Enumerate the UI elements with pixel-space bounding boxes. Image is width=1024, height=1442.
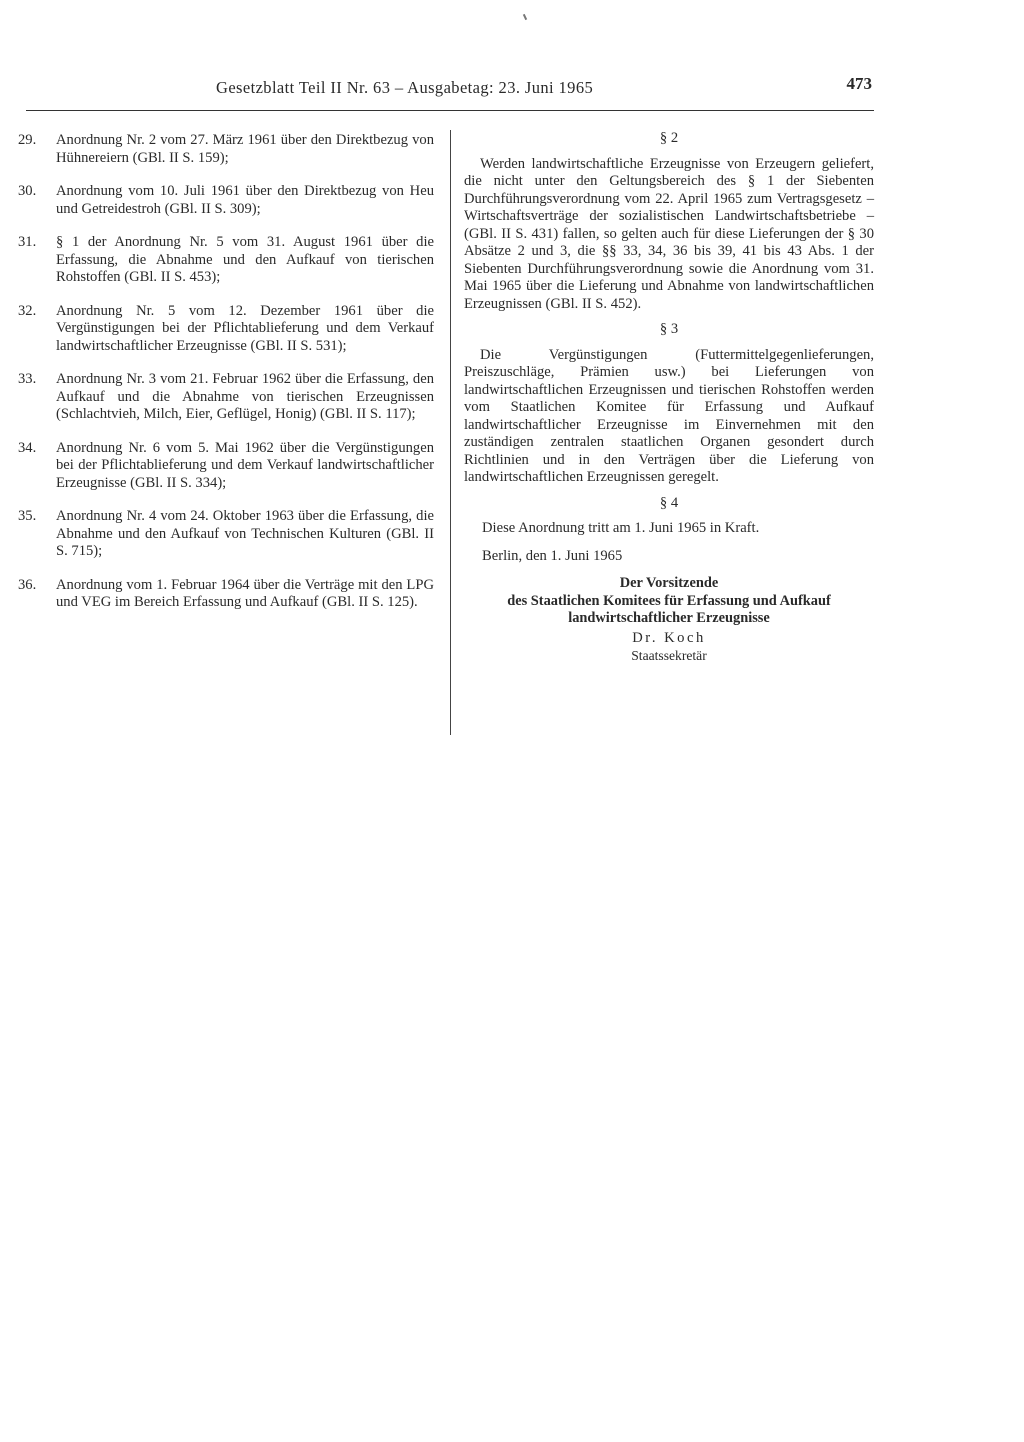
item-text: Anordnung vom 1. Februar 1964 über die Verträge mit den LPG und VEG im Bereich Erfassung und Aufkauf (GBl. II S. 125). [56,576,434,610]
item-number: 34. [18,439,37,456]
item-number: 36. [18,576,37,593]
item-text: Anordnung Nr. 6 vom 5. Mai 1962 über die Vergünstigungen bei der Pflichtablieferung und dem Verkauf landwirtschaftlicher Erzeugnisse (GBl. II S. 334); [56,439,434,491]
list-item [18,577,434,612]
section-heading-2: § 2 [659,130,679,146]
list-item [18,371,434,424]
section-text-3: Die Vergünstigungen (Futtermittelgegenlieferungen, Preiszuschläge, Prämien usw.) bei Lieferungen von landwirtschaftlichen Erzeugnissen und tierischen Rohstoffen werden vom Staatlichen Komitee für Erfassung und Aufkauf landwirtschaftlicher Erzeugnisse im Einvernehmen mit den zuständigen zentralen staatlichen Organen gesondert durch Richtlinien und in den Verträgen über die Lieferung von landwirtschaftlichen Erzeugnissen geregelt. [464,346,874,485]
page-header [26,72,872,110]
signature-title-line: des Staatlichen Komitees für Erfassung und Aufkauf [507,592,831,609]
list-item [18,234,434,287]
item-text: Anordnung Nr. 5 vom 12. Dezember 1961 über die Vergünstigungen bei der Pflichtablieferung und dem Verkauf landwirtschaftlicher Erzeugnisse (GBl. II S. 531); [56,302,434,354]
section-text-2: Werden landwirtschaftliche Erzeugnisse von Erzeugern geliefert, die nicht unter den Geltungsbereich des § 1 der Siebenten Durchführungsverordnung vom 22. April 1965 zum Vertragsgesetz – Wirtschaftsverträge der sozialistischen Landwirtschaftsbetriebe – (GBl. II S. 431) fallen, so gelten auch für diese Lieferungen der § 30 Absätze 2 und 3, die §§ 33, 34, 36 bis 39, 41 bis 43 Abs. 1 der Siebenten Durchführungsverordnung sowie die Anordnung vom 31. Mai 1965 über die Lieferung und Abnahme von landwirtschaftlichen Erzeugnissen (GBl. II S. 452). [464,155,874,312]
scan-speck [523,14,527,20]
item-number: 30. [18,183,37,199]
signature-block [464,575,874,664]
item-number: 35. [18,508,37,524]
item-text: Anordnung Nr. 4 vom 24. Oktober 1963 über die Erfassung, die Abnahme und den Aufkauf von Technischen Kulturen (GBl. II S. 715); [56,508,434,559]
list-item [18,303,434,356]
column-divider [450,130,451,735]
place-date: Berlin, den 1. Juni 1965 [482,547,623,564]
item-text: Anordnung vom 10. Juli 1961 über den Direktbezug von Heu und Getreidestroh (GBl. II S. 309); [56,183,434,217]
item-number: 31. [18,234,37,250]
page-number: 473 [846,74,872,93]
item-text: Anordnung Nr. 3 vom 21. Februar 1962 über die Erfassung, den Aufkauf und die Abnahme von tierischen Erzeugnissen (Schlachtvieh, Milch, Eier, Geflügel, Honig) (GBl. II S. 117); [56,371,434,422]
right-column [464,130,874,664]
section-text-4: Diese Anordnung tritt am 1. Juni 1965 in Kraft. [482,520,760,536]
item-number: 32. [18,302,37,319]
signatory-role: Staatssekretär [631,648,707,663]
item-text: § 1 der Anordnung Nr. 5 vom 31. August 1961 über die Erfassung, die Abnahme und den Aufkauf von tierischen Rohstoffen (GBl. II S. 453); [56,234,434,285]
list-item [18,508,434,561]
section-heading-4: § 4 [659,494,679,511]
header-title: Gesetzblatt Teil II Nr. 63 – Ausgabetag: 23. Juni 1965 [216,78,594,97]
item-number: 33. [18,371,37,387]
signature-title-line: Der Vorsitzende [619,575,719,591]
section-heading-3: § 3 [659,321,679,337]
left-column [18,132,434,612]
list-item [18,183,434,218]
header-rule [26,110,874,111]
list-item [18,132,434,167]
list-item [18,440,434,493]
signature-title-line: landwirtschaftlicher Erzeugnisse [568,610,770,626]
signatory-name: Dr. Koch [632,629,706,646]
item-number: 29. [18,132,37,148]
item-text: Anordnung Nr. 2 vom 27. März 1961 über den Direktbezug von Hühnereiern (GBl. II S. 159); [56,132,434,166]
